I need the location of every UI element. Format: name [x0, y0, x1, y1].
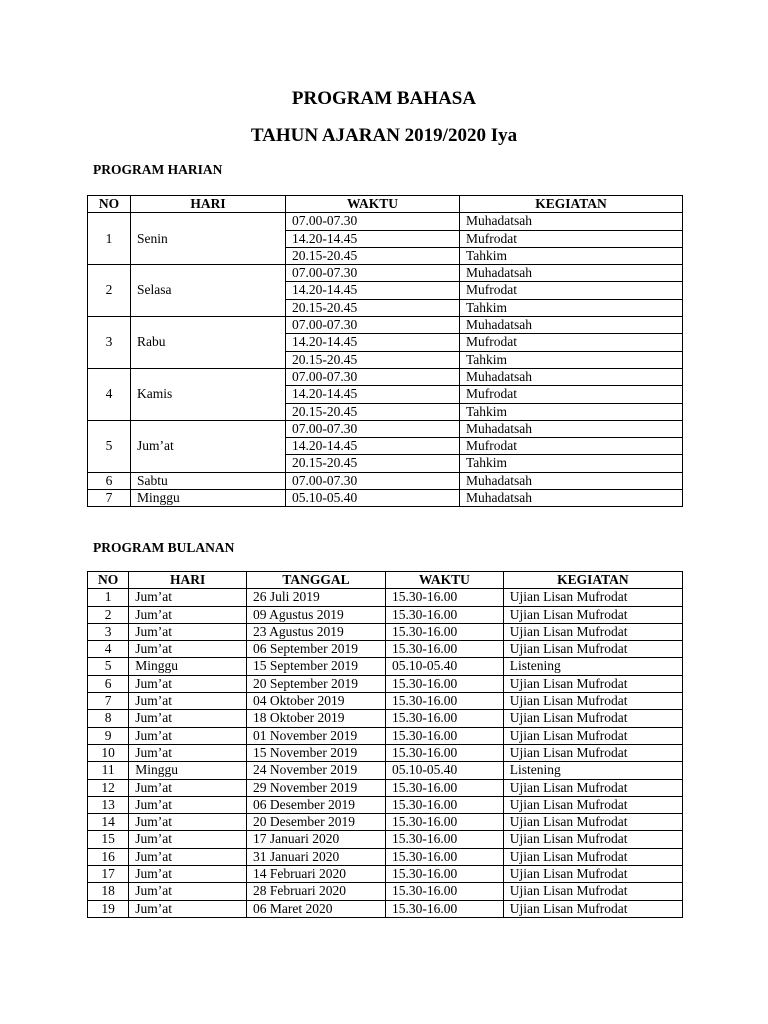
date-cell: 23 Agustus 2019	[247, 623, 386, 640]
activity-cell: Muhadatsah	[460, 420, 683, 437]
day-name: Jum’at	[129, 675, 247, 692]
time-cell: 15.30-16.00	[385, 779, 503, 796]
activity-cell: Mufrodat	[460, 230, 683, 247]
header-hari: HARI	[131, 196, 286, 213]
row-number: 11	[88, 762, 129, 779]
date-cell: 28 Februari 2020	[247, 883, 386, 900]
time-cell: 15.30-16.00	[385, 744, 503, 761]
date-cell: 14 Februari 2020	[247, 866, 386, 883]
table-row	[88, 490, 683, 507]
activity-cell: Ujian Lisan Mufrodat	[503, 623, 682, 640]
activity-cell: Ujian Lisan Mufrodat	[503, 710, 682, 727]
time-cell: 15.30-16.00	[385, 900, 503, 917]
activity-cell: Ujian Lisan Mufrodat	[503, 589, 682, 606]
activity-cell: Tahkim	[460, 299, 683, 316]
day-name: Jum’at	[129, 727, 247, 744]
activity-cell: Ujian Lisan Mufrodat	[503, 606, 682, 623]
date-cell: 06 Desember 2019	[247, 796, 386, 813]
time-cell: 15.30-16.00	[385, 866, 503, 883]
day-name: Jum’at	[129, 848, 247, 865]
document-subtitle: TAHUN AJARAN 2019/2020 Iya	[250, 125, 518, 146]
activity-cell: Tahkim	[460, 247, 683, 264]
time-cell: 05.10-05.40	[286, 490, 460, 507]
time-cell: 20.15-20.45	[286, 247, 460, 264]
table-row	[88, 472, 683, 489]
daily-header-row	[88, 196, 683, 213]
time-cell: 14.20-14.45	[286, 438, 460, 455]
time-cell: 15.30-16.00	[385, 675, 503, 692]
document-title: PROGRAM BAHASA	[291, 88, 477, 109]
activity-cell: Ujian Lisan Mufrodat	[503, 814, 682, 831]
date-cell: 15 September 2019	[247, 658, 386, 675]
day-name: Kamis	[131, 368, 286, 420]
time-cell: 15.30-16.00	[385, 693, 503, 710]
row-number: 19	[88, 900, 129, 917]
time-cell: 07.00-07.30	[286, 472, 460, 489]
row-number: 10	[88, 744, 129, 761]
date-cell: 20 Desember 2019	[247, 814, 386, 831]
monthly-header-row	[88, 572, 683, 589]
activity-cell: Ujian Lisan Mufrodat	[503, 744, 682, 761]
activity-cell: Mufrodat	[460, 334, 683, 351]
activity-cell: Ujian Lisan Mufrodat	[503, 693, 682, 710]
header-waktu: WAKTU	[286, 196, 460, 213]
row-number: 6	[88, 675, 129, 692]
table-row	[88, 693, 683, 710]
activity-cell: Ujian Lisan Mufrodat	[503, 866, 682, 883]
table-row	[88, 831, 683, 848]
activity-cell: Ujian Lisan Mufrodat	[503, 779, 682, 796]
table-row	[88, 368, 683, 385]
day-name: Jum’at	[129, 710, 247, 727]
time-cell: 20.15-20.45	[286, 455, 460, 472]
day-name: Jum’at	[129, 606, 247, 623]
day-name: Minggu	[131, 490, 286, 507]
activity-cell: Mufrodat	[460, 438, 683, 455]
activity-cell: Ujian Lisan Mufrodat	[503, 900, 682, 917]
table-row	[88, 265, 683, 282]
time-cell: 14.20-14.45	[286, 230, 460, 247]
table-row	[88, 213, 683, 230]
table-row	[88, 762, 683, 779]
time-cell: 15.30-16.00	[385, 848, 503, 865]
row-number: 13	[88, 796, 129, 813]
day-name: Jum’at	[129, 831, 247, 848]
table-row	[88, 883, 683, 900]
activity-cell: Muhadatsah	[460, 368, 683, 385]
date-cell: 09 Agustus 2019	[247, 606, 386, 623]
day-name: Selasa	[131, 265, 286, 317]
monthly-program-table	[87, 571, 683, 918]
header-no: NO	[88, 196, 131, 213]
day-name: Rabu	[131, 317, 286, 369]
table-row	[88, 866, 683, 883]
row-number: 14	[88, 814, 129, 831]
day-name: Jum’at	[129, 796, 247, 813]
day-number: 5	[88, 420, 131, 472]
day-name: Jum’at	[129, 589, 247, 606]
time-cell: 07.00-07.30	[286, 265, 460, 282]
row-number: 15	[88, 831, 129, 848]
activity-cell: Muhadatsah	[460, 490, 683, 507]
time-cell: 15.30-16.00	[385, 623, 503, 640]
row-number: 8	[88, 710, 129, 727]
row-number: 16	[88, 848, 129, 865]
row-number: 7	[88, 693, 129, 710]
time-cell: 14.20-14.45	[286, 334, 460, 351]
activity-cell: Tahkim	[460, 351, 683, 368]
date-cell: 24 November 2019	[247, 762, 386, 779]
day-name: Jum’at	[129, 779, 247, 796]
activity-cell: Listening	[503, 762, 682, 779]
row-number: 4	[88, 641, 129, 658]
activity-cell: Ujian Lisan Mufrodat	[503, 848, 682, 865]
time-cell: 14.20-14.45	[286, 282, 460, 299]
time-cell: 15.30-16.00	[385, 883, 503, 900]
date-cell: 26 Juli 2019	[247, 589, 386, 606]
table-row	[88, 710, 683, 727]
day-name: Jum’at	[129, 641, 247, 658]
day-number: 7	[88, 490, 131, 507]
header-no: NO	[88, 572, 129, 589]
table-row	[88, 796, 683, 813]
day-name: Senin	[131, 213, 286, 265]
table-row	[88, 779, 683, 796]
day-number: 2	[88, 265, 131, 317]
activity-cell: Ujian Lisan Mufrodat	[503, 796, 682, 813]
header-waktu: WAKTU	[385, 572, 503, 589]
time-cell: 15.30-16.00	[385, 814, 503, 831]
row-number: 2	[88, 606, 129, 623]
table-row	[88, 420, 683, 437]
date-cell: 04 Oktober 2019	[247, 693, 386, 710]
row-number: 3	[88, 623, 129, 640]
time-cell: 07.00-07.30	[286, 420, 460, 437]
header-tanggal: TANGGAL	[247, 572, 386, 589]
date-cell: 18 Oktober 2019	[247, 710, 386, 727]
header-hari: HARI	[129, 572, 247, 589]
activity-cell: Tahkim	[460, 455, 683, 472]
row-number: 18	[88, 883, 129, 900]
date-cell: 06 Maret 2020	[247, 900, 386, 917]
day-number: 3	[88, 317, 131, 369]
time-cell: 14.20-14.45	[286, 386, 460, 403]
time-cell: 15.30-16.00	[385, 710, 503, 727]
date-cell: 15 November 2019	[247, 744, 386, 761]
table-row	[88, 606, 683, 623]
time-cell: 15.30-16.00	[385, 796, 503, 813]
row-number: 12	[88, 779, 129, 796]
table-row	[88, 658, 683, 675]
time-cell: 05.10-05.40	[385, 762, 503, 779]
date-cell: 06 September 2019	[247, 641, 386, 658]
activity-cell: Ujian Lisan Mufrodat	[503, 641, 682, 658]
time-cell: 20.15-20.45	[286, 403, 460, 420]
activity-cell: Muhadatsah	[460, 265, 683, 282]
time-cell: 15.30-16.00	[385, 606, 503, 623]
header-kegiatan: KEGIATAN	[460, 196, 683, 213]
day-name: Jum’at	[129, 814, 247, 831]
time-cell: 20.15-20.45	[286, 299, 460, 316]
daily-program-table	[87, 195, 683, 507]
daily-section-heading: PROGRAM HARIAN	[93, 162, 223, 177]
activity-cell: Mufrodat	[460, 386, 683, 403]
time-cell: 15.30-16.00	[385, 831, 503, 848]
time-cell: 07.00-07.30	[286, 317, 460, 334]
activity-cell: Ujian Lisan Mufrodat	[503, 727, 682, 744]
row-number: 17	[88, 866, 129, 883]
activity-cell: Ujian Lisan Mufrodat	[503, 883, 682, 900]
monthly-table-body	[88, 589, 683, 918]
time-cell: 05.10-05.40	[385, 658, 503, 675]
table-row	[88, 744, 683, 761]
day-name: Jum’at	[129, 866, 247, 883]
table-row	[88, 589, 683, 606]
day-name: Jum’at	[129, 693, 247, 710]
day-name: Jum’at	[131, 420, 286, 472]
table-row	[88, 675, 683, 692]
header-kegiatan: KEGIATAN	[503, 572, 682, 589]
activity-cell: Muhadatsah	[460, 472, 683, 489]
row-number: 9	[88, 727, 129, 744]
time-cell: 15.30-16.00	[385, 589, 503, 606]
time-cell: 15.30-16.00	[385, 641, 503, 658]
time-cell: 07.00-07.30	[286, 213, 460, 230]
date-cell: 17 Januari 2020	[247, 831, 386, 848]
day-number: 1	[88, 213, 131, 265]
day-name: Minggu	[129, 762, 247, 779]
date-cell: 29 November 2019	[247, 779, 386, 796]
row-number: 1	[88, 589, 129, 606]
activity-cell: Ujian Lisan Mufrodat	[503, 831, 682, 848]
table-row	[88, 641, 683, 658]
day-number: 6	[88, 472, 131, 489]
day-name: Jum’at	[129, 883, 247, 900]
row-number: 5	[88, 658, 129, 675]
day-name: Minggu	[129, 658, 247, 675]
activity-cell: Tahkim	[460, 403, 683, 420]
table-row	[88, 623, 683, 640]
day-number: 4	[88, 368, 131, 420]
table-row	[88, 727, 683, 744]
activity-cell: Muhadatsah	[460, 213, 683, 230]
table-row	[88, 317, 683, 334]
daily-table-body	[88, 213, 683, 507]
time-cell: 07.00-07.30	[286, 368, 460, 385]
activity-cell: Muhadatsah	[460, 317, 683, 334]
day-name: Jum’at	[129, 900, 247, 917]
date-cell: 31 Januari 2020	[247, 848, 386, 865]
table-row	[88, 900, 683, 917]
table-row	[88, 848, 683, 865]
table-row	[88, 814, 683, 831]
activity-cell: Listening	[503, 658, 682, 675]
day-name: Sabtu	[131, 472, 286, 489]
activity-cell: Mufrodat	[460, 282, 683, 299]
day-name: Jum’at	[129, 623, 247, 640]
day-name: Jum’at	[129, 744, 247, 761]
date-cell: 20 September 2019	[247, 675, 386, 692]
time-cell: 20.15-20.45	[286, 351, 460, 368]
time-cell: 15.30-16.00	[385, 727, 503, 744]
date-cell: 01 November 2019	[247, 727, 386, 744]
activity-cell: Ujian Lisan Mufrodat	[503, 675, 682, 692]
monthly-section-heading: PROGRAM BULANAN	[93, 540, 235, 555]
